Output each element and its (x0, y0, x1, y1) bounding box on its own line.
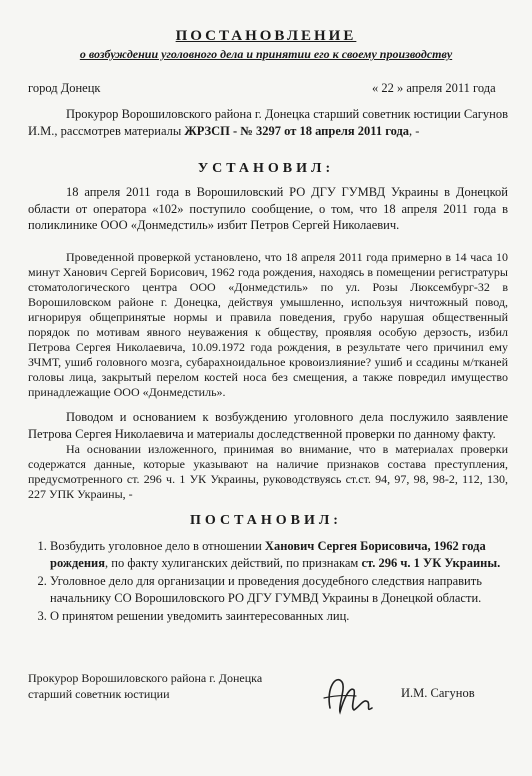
suspect-name: Ханович Сергея Борисовича, 1962 года рождения (50, 539, 486, 570)
established-paragraph-2: Проведенной проверкой установлено, что 18 апреля 2011 года примерно в 14 часа 10 минут Ханович Сергей Борисович, 1962 года рождения, находясь в помещении регистратуры стоматологического центра ООО «Донмедстиль» по ул. Розы Люксембург-32 в Ворошиловском районе г. Донецка, действуя умышленно, используя ничтожный повод, игнорируя общепринятые нормы и правила поведения, грубо нарушая общественный порядок по мотивам явного неуважения к обществу, проявляя особую дерзость, избил Петрова Сергея Николаевича, 10.09.1972 года рождения, в результате чего причинил ему ЗЧМТ, ушиб головного мозга, субарахноидальное кровоизлияние? ушиб и ссадины м/тканей головы лица, закрытый перелом костей носа без смещения, а также повредил имущество принадлежащие ООО «Донмедстиль». (28, 250, 508, 399)
document-title: ПОСТАНОВЛЕНИЕ (175, 28, 357, 44)
established-paragraph-1: 18 апреля 2011 года в Ворошиловский РО ДГУ ГУМВД Украины в Донецкой области от оператора «102» поступило сообщение, о том, что 18 апреля 2011 года в поликлинике ООО «Донмедстиль» избит Петров Сергей Николаевич. (28, 185, 508, 232)
handwritten-signature (316, 668, 380, 720)
resolution-item (50, 538, 528, 571)
intro-text-end: , - (409, 123, 420, 138)
signatory-position-line-2: старший советник юстиции (28, 687, 170, 701)
signatory-position-line-1: Прокурор Ворошиловского района г. Донецка (28, 671, 263, 685)
city: город Донецк (28, 81, 101, 95)
resolution-item: 3. О принятом решении уведомить заинтересованных лиц. (50, 608, 528, 625)
intro-text: Прокурор Ворошиловского района г. Донецка старший советник юстиции Сагунов И.М., рассмотрев материалы (28, 107, 508, 138)
resolution-item: 2. Уголовное дело для организации и проведения досудебного следствия направить начальнику СО Ворошиловского РО ДГУ ГУМВД Украины в Донецкой области. (50, 573, 528, 606)
established-paragraph-4: На основании изложенного, принимая во внимание, что в материалах проверки содержатся данные, которые указывают на наличие признаков состава преступления, предусмотренного ст. 296 ч. 1 УК Украины, руководствуясь ст.ст. 94, 97, 98, 98-2, 112, 130, 227 УПК Украины, - (28, 442, 508, 501)
case-reference: ЖРЗСП - № 3297 от 18 апреля 2011 года (184, 123, 410, 138)
established-paragraph-3: Поводом и основанием к возбуждению уголовного дела послужило заявление Петрова Сергея Николаевича и материалы доследственной проверки по данному факту. (28, 410, 508, 441)
resolution-item-text: Возбудить уголовное дело в отношении (50, 539, 265, 553)
established-heading: УСТАНОВИЛ: (197, 161, 335, 176)
resolution-item-text: , по факту хулиганских действий, по признакам (105, 555, 362, 570)
document-subtitle: о возбуждении уголовного дела и принятии его к своему производству (79, 47, 453, 61)
criminal-article: ст. 296 ч. 1 УК Украины. (361, 555, 501, 570)
signatory-name: И.М. Сагунов (401, 686, 475, 700)
intro-paragraph (28, 106, 508, 139)
signatory-position (28, 670, 262, 702)
resolved-heading: ПОСТАНОВИЛ: (190, 513, 342, 528)
document-date: « 22 » апреля 2011 года (372, 81, 496, 95)
resolution-list (28, 538, 528, 627)
